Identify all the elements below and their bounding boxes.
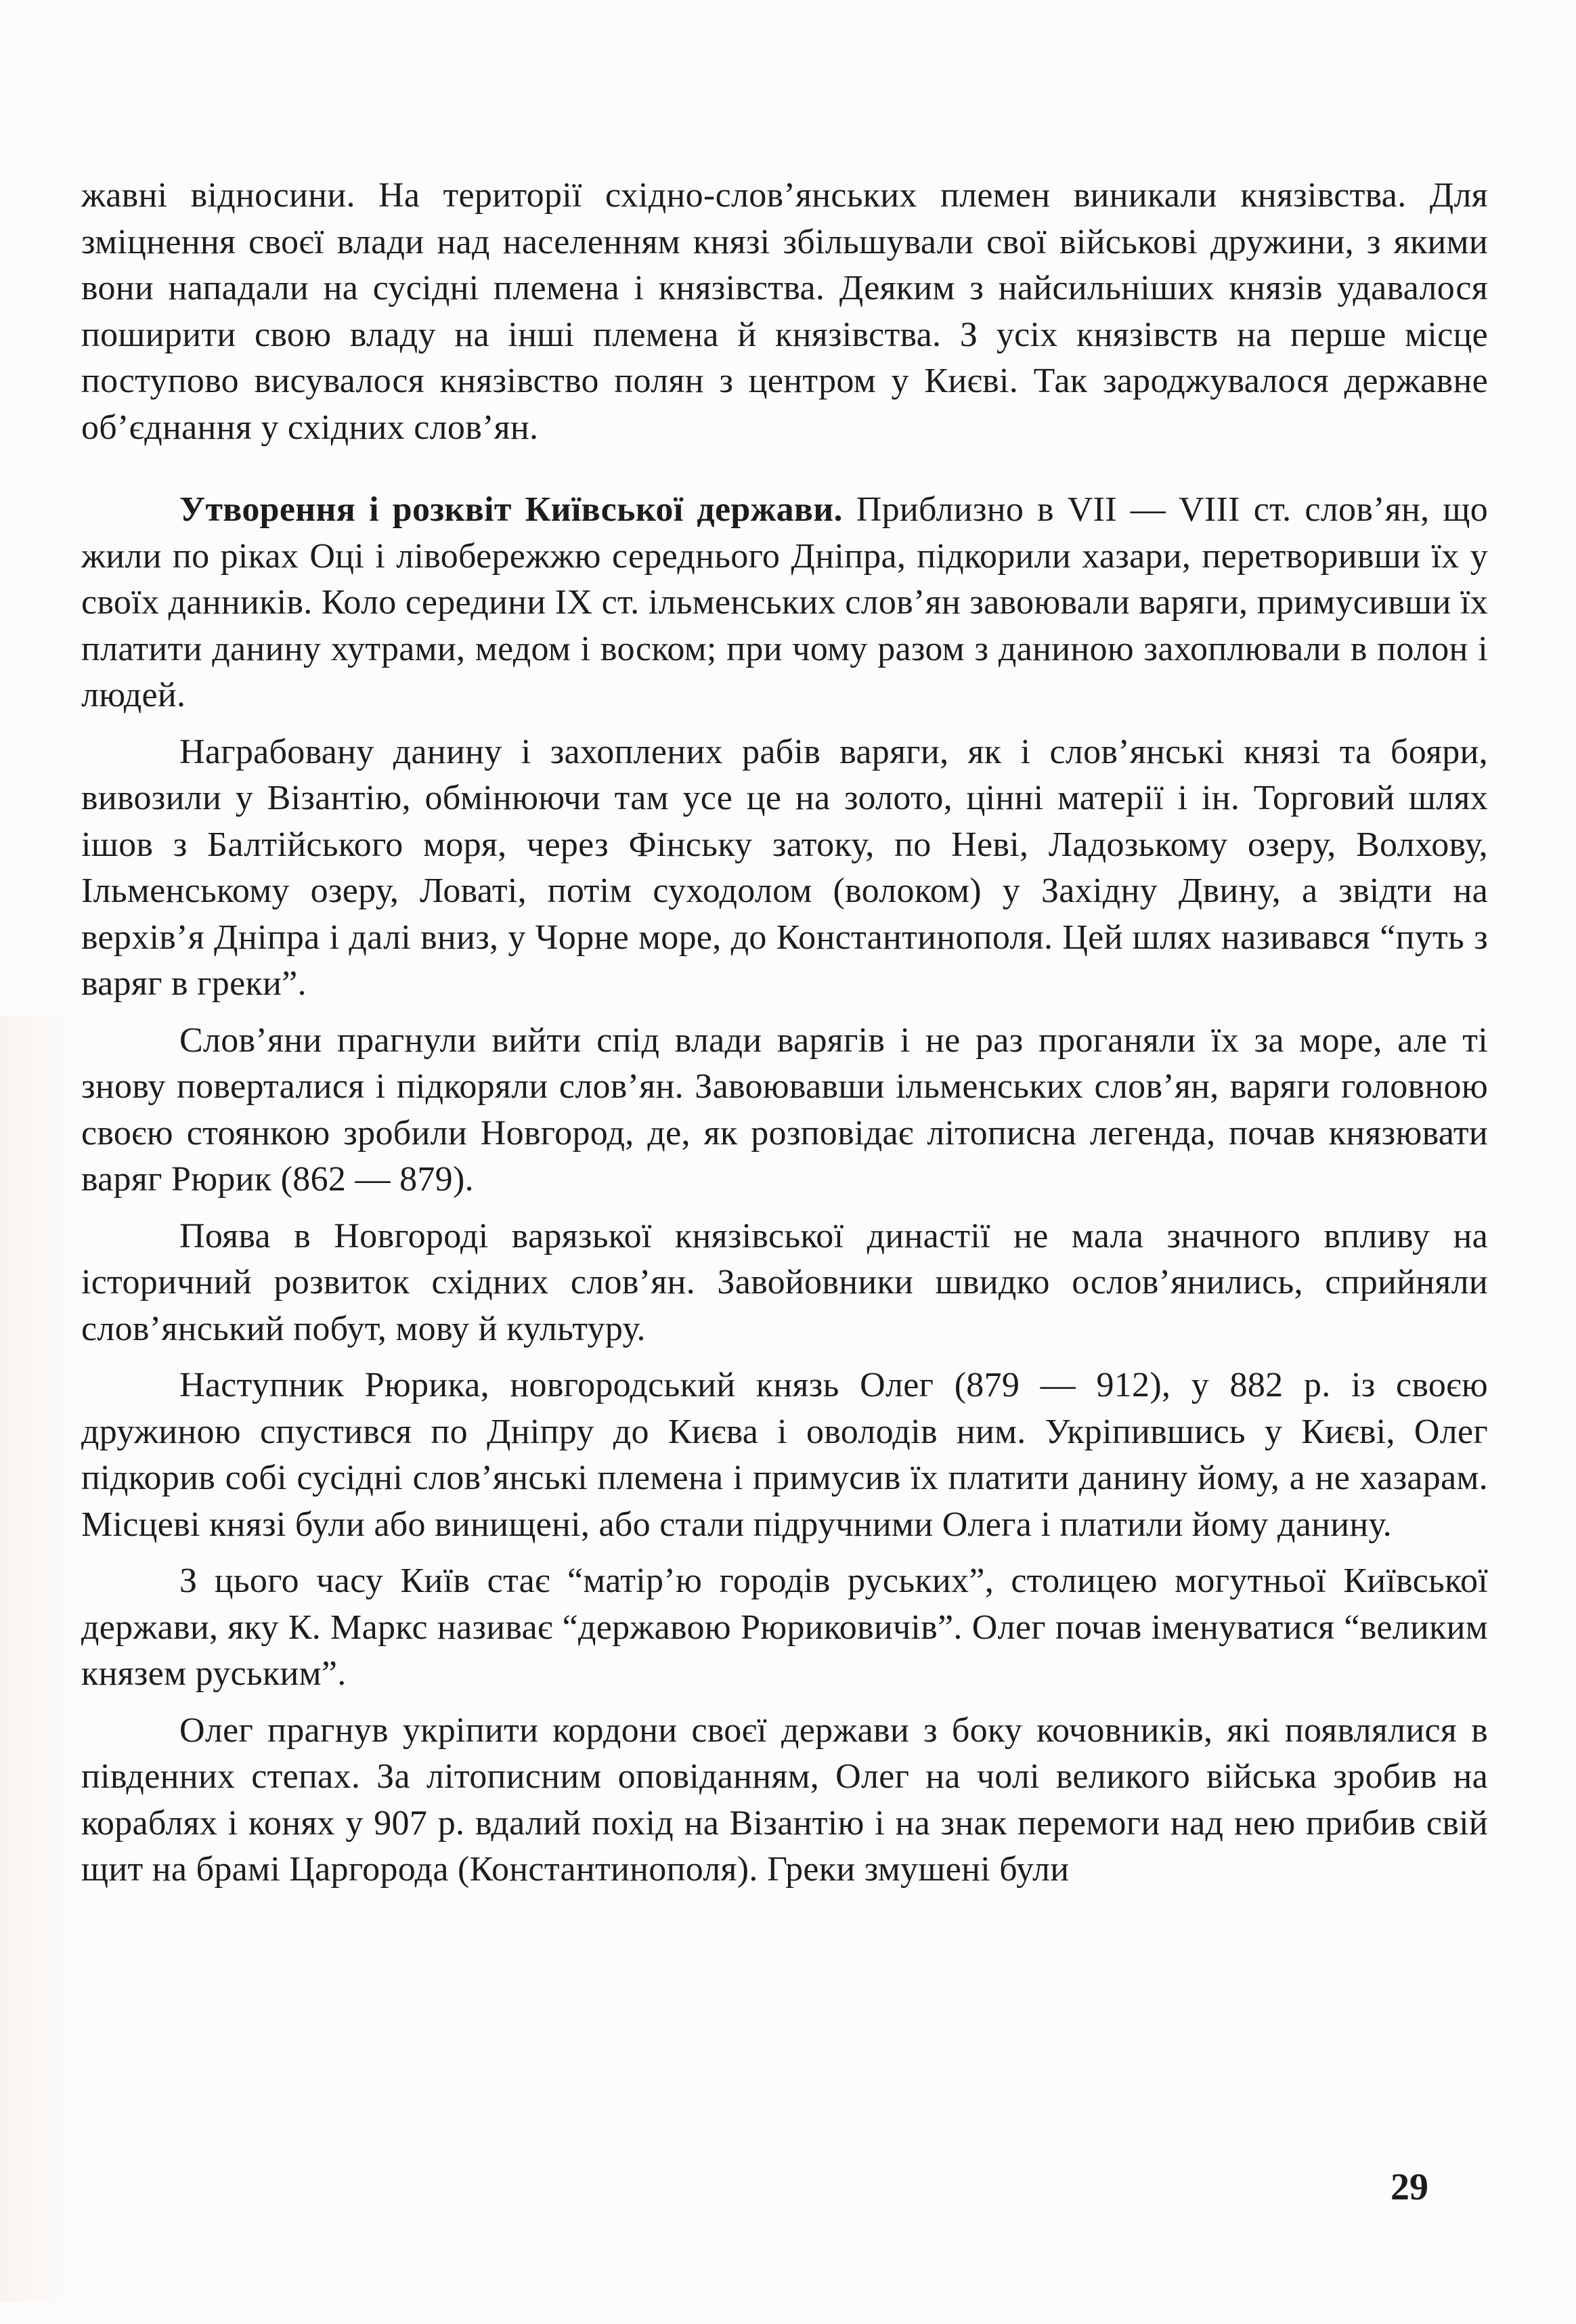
paragraph-5 <box>81 1213 1488 1353</box>
paragraph-6 <box>81 1362 1488 1548</box>
page-number: 29 <box>1391 2166 1428 2208</box>
paragraph-8 <box>81 1708 1488 1893</box>
paragraph-text: жавні відносини. На території східно-слов’янських племен виникали князівства. Для зміцнення своєї влади над населенням князі збільшували свої військові дружини, з якими вони нападали на сусідні племена і князівства. Деяким з найсильніших князів удавалося поширити свою владу на інші племена й князівства. З усіх князівств на перше місце поступово висувалося князівство полян з центром у Києві. Так зароджувалося державне об’єднання у східних слов’ян. <box>81 176 1488 447</box>
page-edge-stain <box>0 1016 81 2302</box>
paragraph-4 <box>81 1018 1488 1203</box>
paragraph-text: Слов’яни прагнули вийти спід влади варягів і не раз проганяли їх за море, але ті знову поверталися і підкоряли слов’ян. Завоювавши ільменських слов’ян, варяги головною своєю стоянкою зробили Новгород, де, як розповідає літописна легенда, почав князювати варяг Рюрик (862 — 879). <box>81 1020 1488 1199</box>
paragraph-text: З цього часу Київ стає “матір’ю городів руських”, столицею могутньої Київської держави, яку К. Маркс називає “державою Рюриковичів”. Олег почав іменуватися “великим князем руським”. <box>81 1562 1488 1693</box>
paragraph-text: Наступник Рюрика, новгородський князь Олег (879 — 912), у 882 р. із своєю дружиною спустився по Дніпру до Києва і оволодів ним. Укріпившись у Києві, Олег підкорив собі сусідні слов’янські племена і примусив їх платити данину йому, а не хазарам. Місцеві князі були або винищені, або стали підручними Олега і платили йому данину. <box>81 1366 1488 1544</box>
paragraph-text: Поява в Новгороді варязької князівської династії не мала значного впливу на історичний розвиток східних слов’ян. Завойовники швидко ослов’янились, сприйняли слов’янський побут, мову й культуру. <box>81 1216 1488 1348</box>
paragraph-2 <box>81 487 1488 719</box>
paragraph-1 <box>81 173 1488 451</box>
paragraph-text: Награбовану данину і захоплених рабів варяги, як і слов’янські князі та бояри, вивозили у Візантію, обмінюючи там усе це на золото, цінні матерії і ін. Торговий шлях ішов з Балтійського моря, через Фінську затоку, по Неві, Ладозькому озеру, Волхову, Ільменському озеру, Ловаті, потім суходолом (волоком) у Західну Двину, а звідти на верхів’я Дніпра і далі вниз, у Чорне море, до Константинополя. Цей шлях називався “путь з варяг в греки”. <box>81 732 1488 1003</box>
paragraph-3 <box>81 729 1488 1008</box>
section-heading: Утворення і розквіт Київської держави. <box>179 490 843 529</box>
body-text <box>81 173 1488 1893</box>
paragraph-7 <box>81 1558 1488 1698</box>
paragraph-text: Приблизно в VII — VIII ст. слов’ян, що жили по ріках Оці і лівобережжю середнього Дніпра, підкорили хазари, перетворивши їх у своїх данників. Коло середини IX ст. ільменських слов’ян завоювали варяги, примусивши їх платити данину хутрами, медом і воском; при чому разом з даниною захоплювали в полон і людей. <box>81 490 1488 714</box>
paragraph-text: Олег прагнув укріпити кордони своєї держави з боку кочовників, які появлялися в південних степах. За літописним оповіданням, Олег на чолі великого війська зробив на кораблях і конях у 907 р. вдалий похід на Візантію і на знак перемоги над нею прибив свій щит на брамі Царгорода (Константинополя). Греки змушені були <box>81 1710 1488 1889</box>
